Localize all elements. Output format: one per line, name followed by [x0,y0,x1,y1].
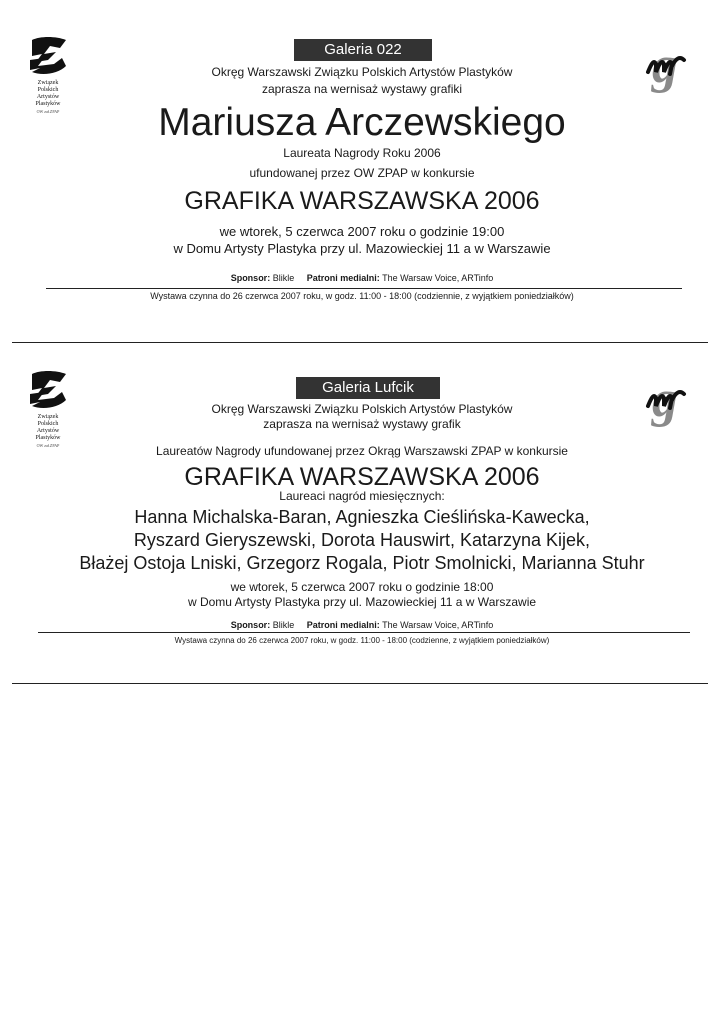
hours-text: Wystawa czynna do 26 czerwca 2007 roku, w godz. 11:00 - 18:00 (codziennie, z wyjątkiem poniedziałków) [150,291,574,301]
funded-text: ufundowanej przez OW ZPAP w konkursie [249,166,475,180]
hours-text: Wystawa czynna do 26 czerwca 2007 roku, w godz. 11:00 - 18:00 (codzienne, z wyjątkiem poniedziałków) [174,636,550,645]
media-value: The Warsaw Voice, ARTinfo [382,273,494,283]
laureate-names-line: Ryszard Gieryszewski, Dorota Hauswirt, Katarzyna Kijek, [133,530,591,550]
sponsors-line [0,620,724,630]
date-text: we wtorek, 5 czerwca 2007 roku o godzinie 18:00 [230,580,494,594]
place-text: w Domu Artysty Plastyka przy ul. Mazowieckiej 11 a w Warszawie [187,595,537,609]
logo-line: Plastyków [35,101,61,107]
logo-line: Związek [37,80,59,86]
divider-line [38,632,690,633]
media-label: Patroni medialni: [306,273,380,283]
laureate-names-line: Błażej Ostoja Lniski, Grzegorz Rogala, Piotr Smolnicki, Marianna Stuhr [79,553,645,573]
logo-small-text: OW zał.ZPAP [36,443,60,448]
sponsor-label: Sponsor: [230,273,271,283]
invite-text: zaprasza na wernisaż wystawy grafik [263,417,461,431]
sponsor-value: Blikle [272,273,295,283]
laureate-names-line: Hanna Michalska-Baran, Agnieszka Cieślińska-Kawecka, [134,507,590,527]
gallery-name-badge: Galeria Lufcik [296,377,440,399]
svg-text:g: g [652,372,678,428]
organizer-text: Okręg Warszawski Związku Polskich Artystów Plastyków [211,402,513,416]
logo-line: Polskich [37,87,59,93]
media-label: Patroni medialni: [306,620,380,630]
svg-text:g: g [652,38,678,94]
competition-heading: GRAFIKA WARSZAWSKA 2006 [184,463,540,491]
sponsor-value: Blikle [272,620,295,630]
competition-heading: GRAFIKA WARSZAWSKA 2006 [184,187,540,215]
artist-name-heading: Mariusza Arczewskiego [158,101,566,144]
logo-line: Związek [37,414,59,420]
section-divider [12,683,708,684]
laureate-text: Laureata Nagrody Roku 2006 [283,146,441,160]
divider-line [46,288,682,289]
sponsor-label: Sponsor: [230,620,271,630]
logo-small-text: OW zał.ZPAP [36,109,60,114]
logo-line: Polskich [37,421,59,427]
sponsors-line [0,273,724,283]
logo-line: Plastyków [35,435,61,441]
logo-line: Artystów [36,94,60,100]
invite-text: zaprasza na wernisaż wystawy grafiki [261,82,463,96]
section-divider [12,342,708,343]
date-text: we wtorek, 5 czerwca 2007 roku o godzinie 19:00 [219,224,505,239]
laureates-text: Laureatów Nagrody ufundowanej przez Okrąg Warszawski ZPAP w konkursie [156,444,568,458]
gallery-name-badge: Galeria 022 [294,39,432,61]
organizer-text: Okręg Warszawski Związku Polskich Artystów Plastyków [211,65,513,79]
monthly-laureates-label: Laureaci nagród miesięcznych: [279,489,445,503]
place-text: w Domu Artysty Plastyka przy ul. Mazowieckiej 11 a w Warszawie [173,241,551,256]
logo-line: Artystów [36,428,60,434]
media-value: The Warsaw Voice, ARTinfo [382,620,494,630]
